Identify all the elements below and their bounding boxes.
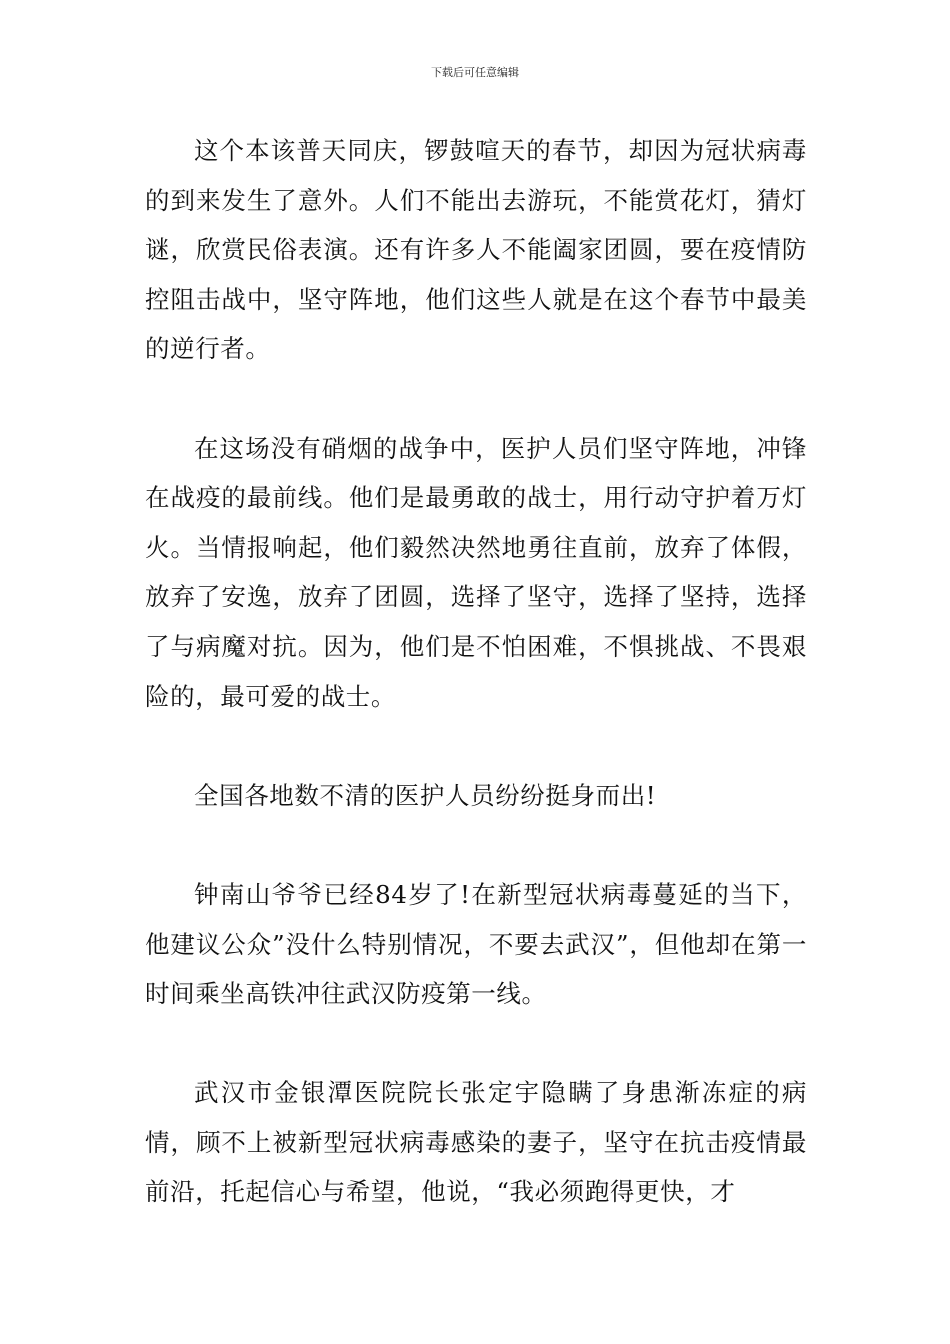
paragraph-spring-festival: 这个本该普天同庆，锣鼓喧天的春节，却因为冠状病毒的到来发生了意外。人们不能出去游玩，不能赏花灯，猜灯谜，欣赏民俗表演。还有许多人不能阖家团圆，要在疫情防控阻击战中，坚守阵地，他们这些人就是在这个春节中最美的逆行者。 (145, 136, 807, 364)
paragraph-medical-workers: 在这场没有硝烟的战争中，医护人员们坚守阵地，冲锋在战疫的最前线。他们是最勇敢的战士，用行动守护着万灯火。当情报响起，他们毅然决然地勇往直前，放弃了体假，放弃了安逸，放弃了团圆，选择了坚守，选择了坚持，选择了与病魔对抗。因为，他们是不怕困难，不惧挑战、不畏艰险的，最可爱的战士。 (145, 433, 807, 711)
page-header-note: 下载后可任意编辑 (431, 66, 519, 79)
paragraph-zhang-dingyu: 武汉市金银潭医院院长张定宇隐瞒了身患渐冻症的病情，顾不上被新型冠状病毒感染的妻子，坚守在抗击疫情最前沿，托起信心与希望，他说，“我必须跑得更快，才 (145, 1078, 807, 1207)
document-body (145, 126, 807, 1217)
paragraph-nationwide: 全国各地数不清的医护人员纷纷挺身而出! (194, 780, 657, 810)
paragraph-zhong-nanshan: 钟南山爷爷已经84岁了!在新型冠状病毒蔓延的当下，他建议公众”没什么特别情况，不要去武汉”，但他却在第一时间乘坐高铁冲往武汉防疫第一线。 (145, 879, 807, 1009)
